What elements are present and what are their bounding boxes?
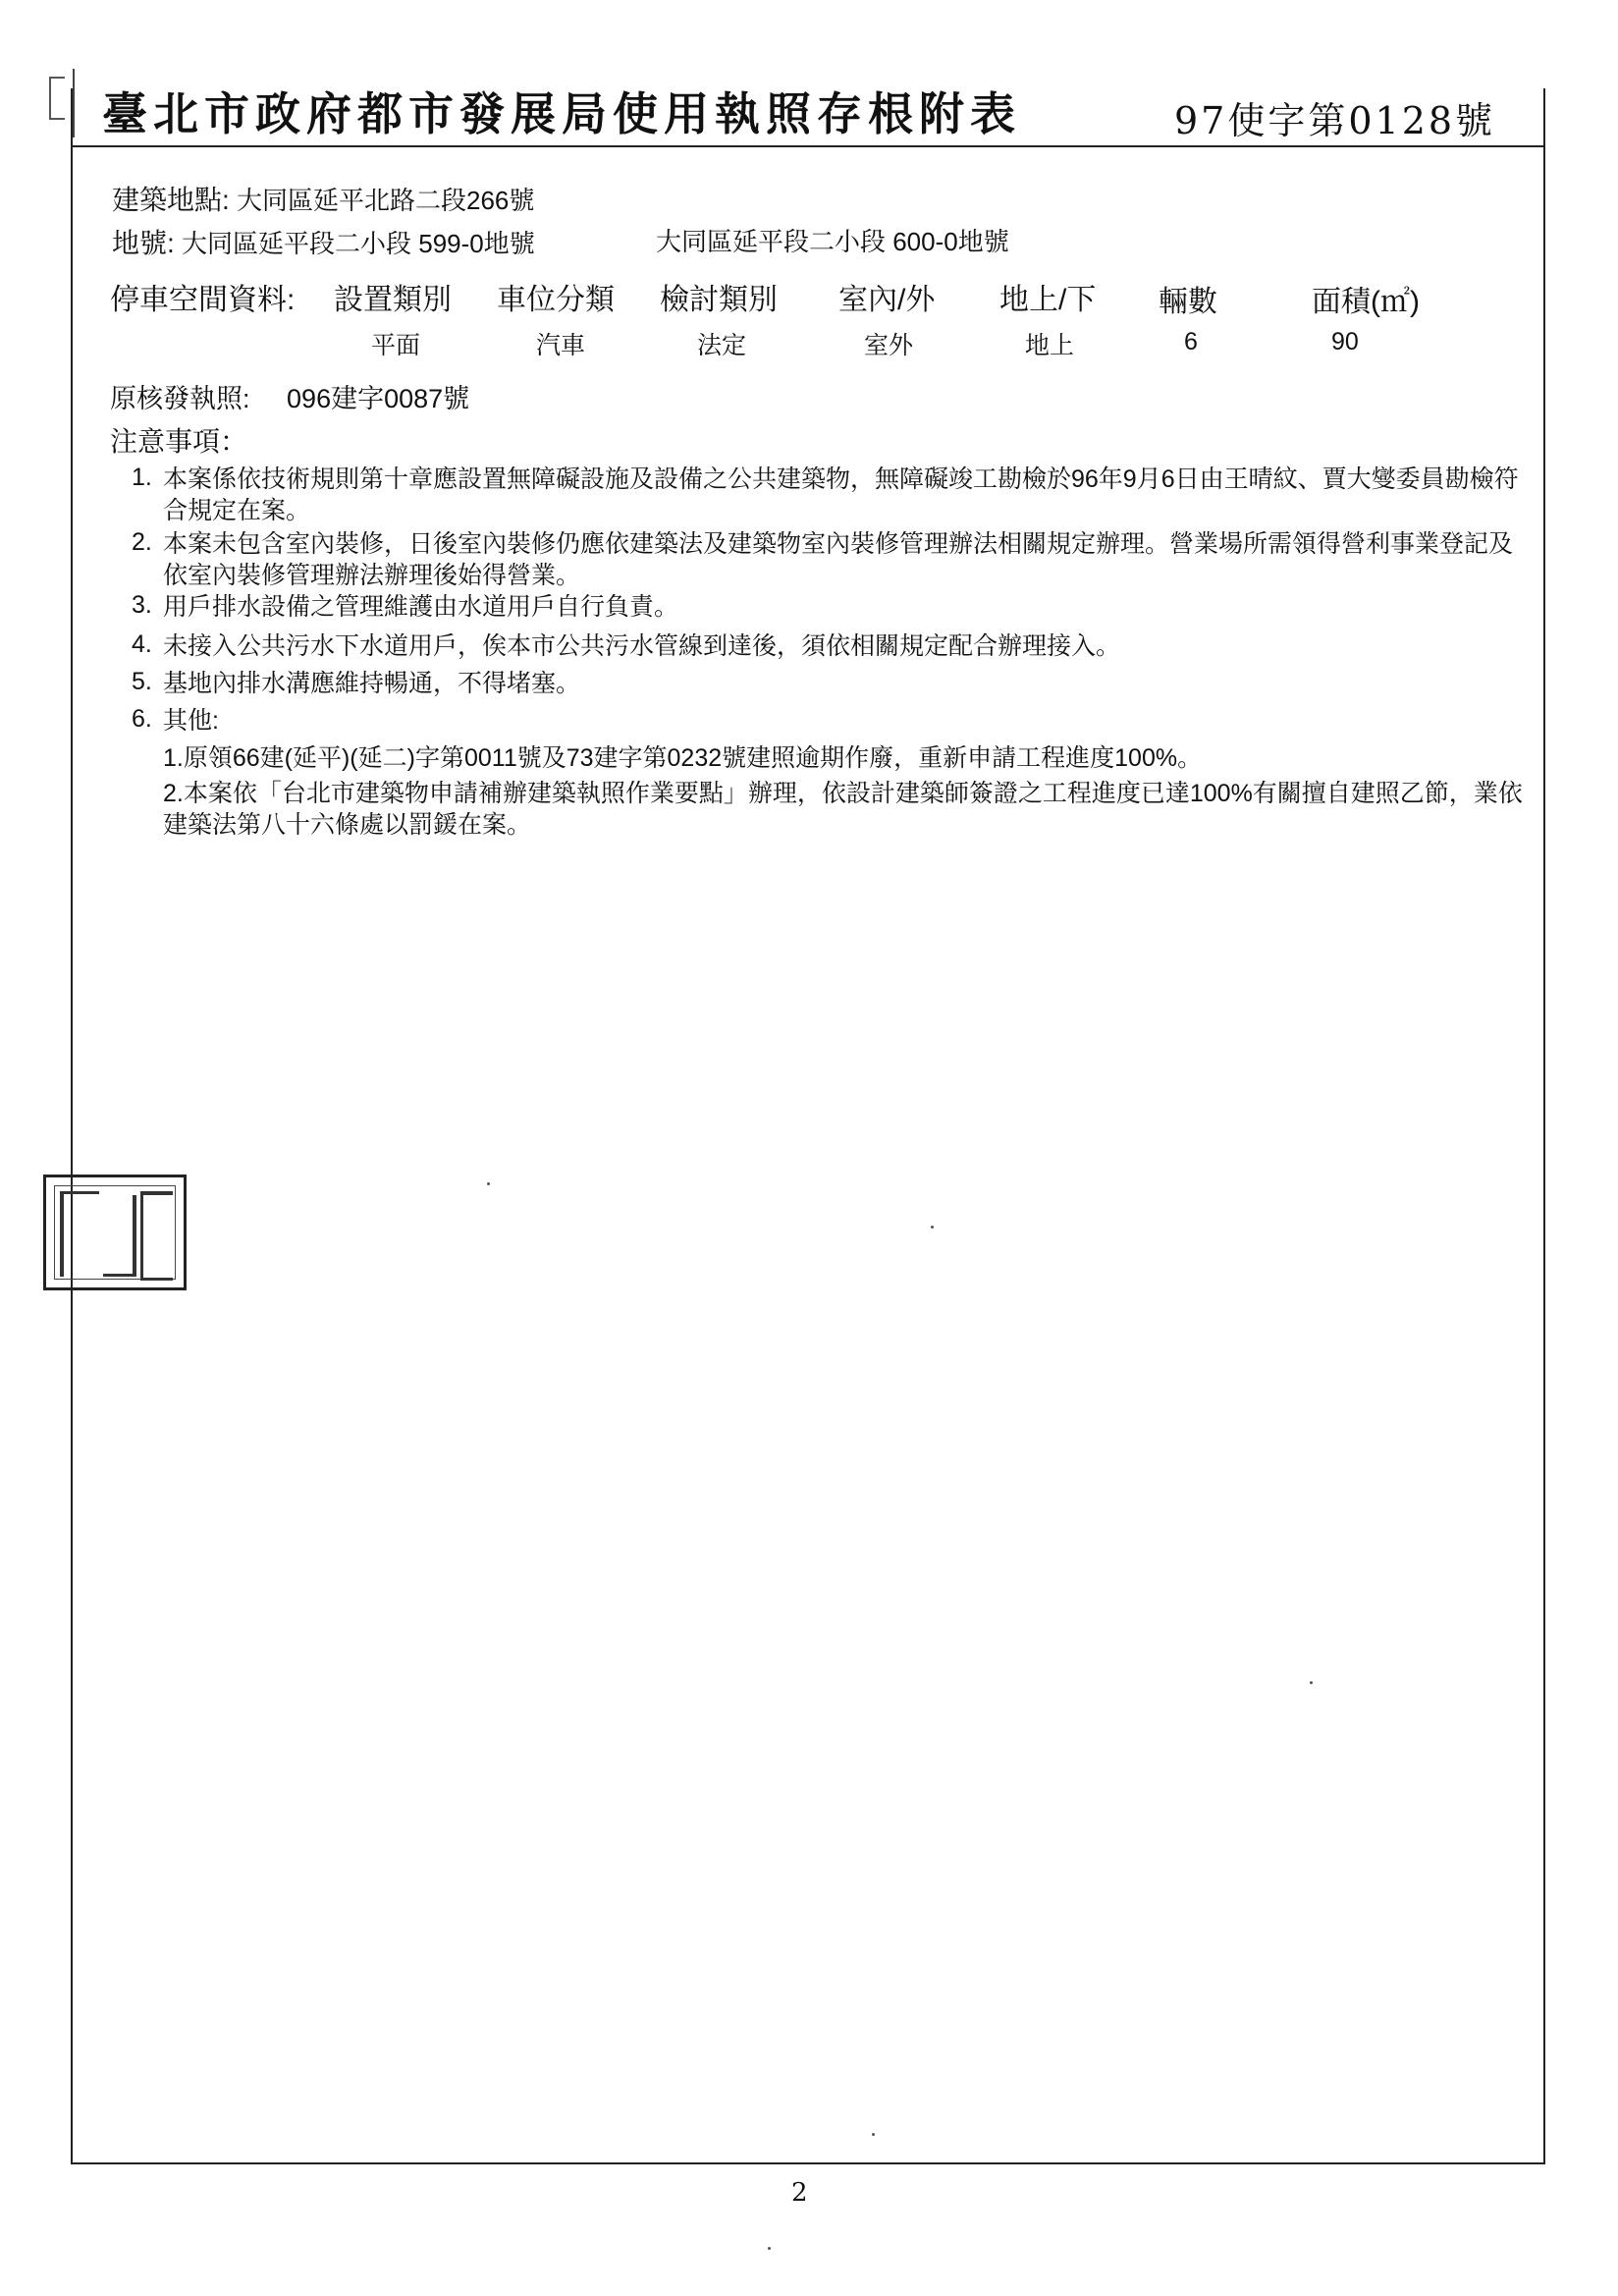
lot-row [112,222,535,261]
scan-speck [931,1226,934,1229]
note-item: 用戶排水設備之管理維護由水道用戶自行負責。 [163,593,679,621]
original-license-label: 原核發執照: [110,384,250,413]
scan-speck [1310,1681,1313,1684]
seal-glyph [60,1191,99,1277]
parking-col-indoor: 室內/外 [838,284,936,316]
parking-col-count: 輛數 [1159,286,1217,318]
scan-speck [487,1182,490,1185]
official-seal [43,1175,187,1290]
parking-val-review: 法定 [697,332,747,359]
location-label: 建築地點: [112,185,230,215]
seal-glyph [140,1191,173,1281]
page-number: 2 [791,2178,808,2208]
note-item: 基地內排水溝應維持暢通，不得堵塞。 [163,670,581,697]
title-rule [71,145,1543,147]
parking-label: 停車空間資料: [110,284,296,316]
lot-label: 地號: [112,228,175,258]
note-sub-item: 2.本案依「台北市建築物申請補辦建築執照作業要點」辦理，依設計建築師簽證之工程進度已達100%有關擅自建照乙節，業依建築法第八十六條處以罰鍰在案。 [163,780,1523,839]
parking-val-type: 平面 [371,332,421,359]
parking-val-level: 地上 [1025,332,1075,359]
note-number: 3. [132,591,152,619]
location-row [112,179,534,218]
lot-value-1: 大同區延平段二小段 599-0地號 [182,229,535,258]
seal-glyph [103,1195,136,1277]
note-number: 2. [132,528,152,556]
note-item: 其他: [163,707,219,735]
note-sub-item: 1.原領66建(延平)(延二)字第0011號及73建字第0232號建照逾期作廢，重新申請工程進度100%。 [163,744,1203,772]
parking-val-area: 90 [1331,328,1359,355]
lot-value-2: 大同區延平段二小段 600-0地號 [656,227,1009,256]
note-number: 6. [132,705,152,733]
parking-col-level: 地上/下 [999,284,1097,316]
parking-col-review: 檢討類別 [660,284,778,316]
document-title: 臺北市政府都市發展局使用執照存根附表 [102,87,1021,140]
note-number: 4. [132,630,152,658]
note-item: 本案未包含室內裝修，日後室內裝修仍應依建築法及建築物室內裝修管理辦法相關規定辦理。營業場所需領得營利事業登記及依室內裝修管理辦法辦理後始得營業。 [163,530,1514,589]
parking-val-class: 汽車 [536,332,586,359]
parking-val-count: 6 [1184,328,1198,355]
permit-number: 97使字第0128號 [1174,99,1496,142]
parking-col-class: 車位分類 [497,284,615,316]
location-value: 大同區延平北路二段266號 [237,186,535,215]
parking-col-area: 面積(㎡) [1312,286,1420,318]
original-license-value: 096建字0087號 [287,384,470,413]
scan-speck [872,2133,875,2136]
original-license-row [110,377,469,415]
note-number: 5. [132,668,152,695]
parking-val-indoor: 室外 [864,332,914,359]
note-item: 未接入公共污水下水道用戶，俟本市公共污水管線到達後，須依相關規定配合辦理接入。 [163,632,1121,660]
note-number: 1. [132,464,152,491]
parking-col-type: 設置類別 [334,284,452,316]
binding-mark [39,69,75,137]
scan-speck [768,2247,771,2250]
note-item: 本案係依技術規則第十章應設置無障礙設施及設備之公共建築物，無障礙竣工勘檢於96年9月6日由王晴紋、賈大燮委員勘檢符合規定在案。 [163,465,1519,524]
notes-heading: 注意事項： [110,426,248,457]
